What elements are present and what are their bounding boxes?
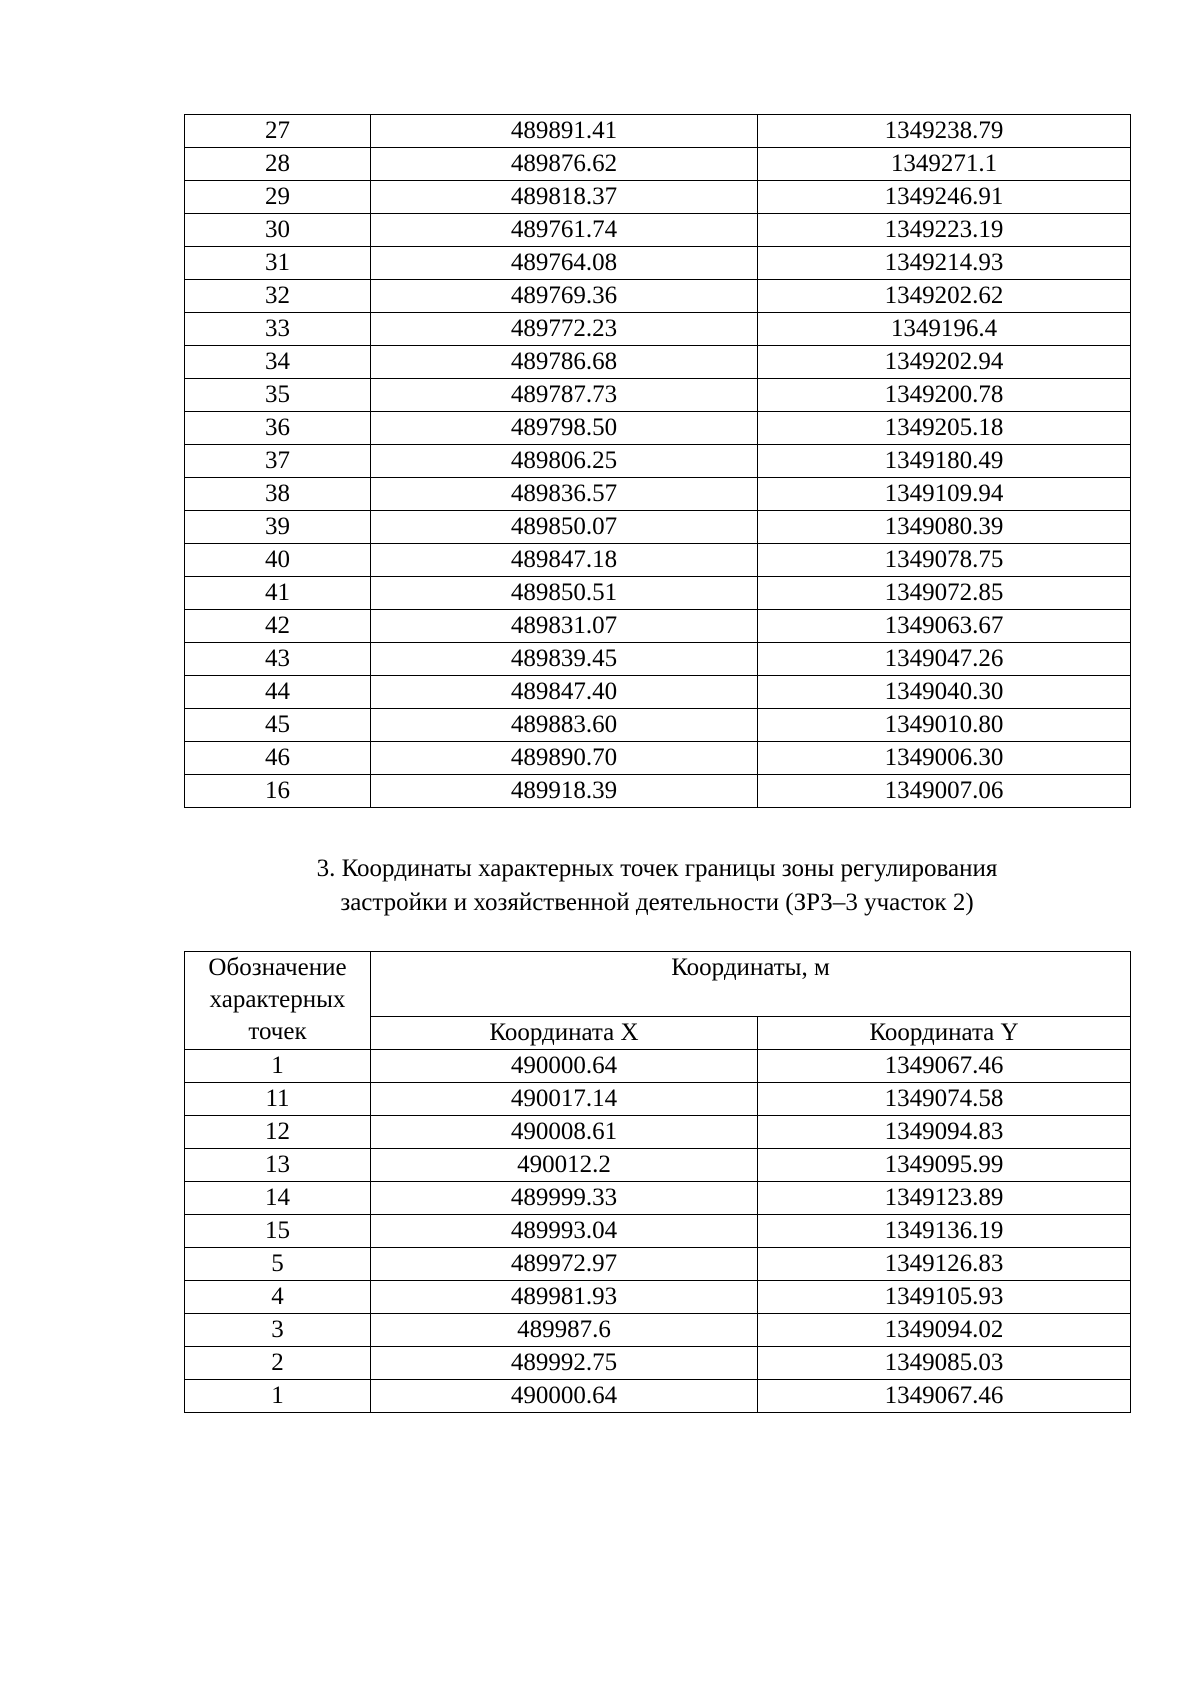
header-point-designation [185,952,371,1050]
coordinate-x-cell: 489769.36 [371,280,758,313]
table-row [185,280,1131,313]
coordinate-y-cell: 1349074.58 [758,1083,1131,1116]
point-number-cell: 40 [185,544,371,577]
point-number-cell: 2 [185,1347,371,1380]
table-row [185,1116,1131,1149]
header-point-line-1: Обозначение [208,954,347,981]
coordinates-table-header [185,952,1131,1050]
table-row [185,346,1131,379]
coordinate-y-cell: 1349072.85 [758,577,1131,610]
table-row [185,1215,1131,1248]
coordinate-y-cell: 1349136.19 [758,1215,1131,1248]
coordinate-y-cell: 1349105.93 [758,1281,1131,1314]
coordinate-x-cell: 489831.07 [371,610,758,643]
header-point-line-3: точек [248,1018,307,1045]
coordinate-x-cell: 489972.97 [371,1248,758,1281]
coordinate-x-cell: 489839.45 [371,643,758,676]
table-row [185,148,1131,181]
coordinate-x-cell: 489847.18 [371,544,758,577]
coordinate-y-cell: 1349067.46 [758,1050,1131,1083]
coordinate-x-cell: 489883.60 [371,709,758,742]
coordinate-y-cell: 1349223.19 [758,214,1131,247]
coordinate-y-cell: 1349067.46 [758,1380,1131,1413]
coordinate-x-cell: 489992.75 [371,1347,758,1380]
point-number-cell: 28 [185,148,371,181]
section-heading-line-1: 3. Координаты характерных точек границы зоны регулирования [316,855,998,882]
point-number-cell: 1 [185,1380,371,1413]
point-number-cell: 5 [185,1248,371,1281]
coordinate-y-cell: 1349202.94 [758,346,1131,379]
point-number-cell: 42 [185,610,371,643]
table-row [185,478,1131,511]
table-row [185,313,1131,346]
table-row [185,214,1131,247]
point-number-cell: 36 [185,412,371,445]
coordinate-x-cell: 489806.25 [371,445,758,478]
header-coordinates-group: Координаты, м [371,952,1131,1017]
point-number-cell: 44 [185,676,371,709]
coordinate-y-cell: 1349080.39 [758,511,1131,544]
coordinate-y-cell: 1349094.02 [758,1314,1131,1347]
point-number-cell: 39 [185,511,371,544]
coordinate-x-cell: 489764.08 [371,247,758,280]
coordinate-x-cell: 489850.07 [371,511,758,544]
coordinate-x-cell: 489836.57 [371,478,758,511]
coordinate-y-cell: 1349271.1 [758,148,1131,181]
coordinate-y-cell: 1349007.06 [758,775,1131,808]
coordinate-x-cell: 489987.6 [371,1314,758,1347]
table-row [185,610,1131,643]
point-number-cell: 45 [185,709,371,742]
section-heading-line-2: застройки и хозяйственной деятельности (ЗРЗ–3 участок 2) [340,889,974,916]
table-row [185,445,1131,478]
coordinate-x-cell: 489999.33 [371,1182,758,1215]
table-row [185,412,1131,445]
table-row [185,511,1131,544]
coordinate-x-cell: 489918.39 [371,775,758,808]
point-number-cell: 12 [185,1116,371,1149]
coordinate-y-cell: 1349123.89 [758,1182,1131,1215]
coordinate-x-cell: 490000.64 [371,1050,758,1083]
coordinate-x-cell: 489850.51 [371,577,758,610]
coordinate-y-cell: 1349078.75 [758,544,1131,577]
coordinate-x-cell: 489787.73 [371,379,758,412]
coordinate-x-cell: 490017.14 [371,1083,758,1116]
table-row [185,577,1131,610]
point-number-cell: 34 [185,346,371,379]
table-row [185,1149,1131,1182]
coordinate-x-cell: 489761.74 [371,214,758,247]
coordinate-y-cell: 1349214.93 [758,247,1131,280]
header-row-1 [185,952,1131,1017]
coordinate-x-cell: 489786.68 [371,346,758,379]
point-number-cell: 41 [185,577,371,610]
coordinate-y-cell: 1349246.91 [758,181,1131,214]
table-row [185,709,1131,742]
table-row [185,181,1131,214]
coordinate-y-cell: 1349126.83 [758,1248,1131,1281]
coordinate-y-cell: 1349047.26 [758,643,1131,676]
table-row [185,1050,1131,1083]
coordinates-table-body [185,115,1131,808]
coordinate-y-cell: 1349109.94 [758,478,1131,511]
point-number-cell: 27 [185,115,371,148]
coordinate-x-cell: 489847.40 [371,676,758,709]
coordinate-y-cell: 1349085.03 [758,1347,1131,1380]
coordinates-table-continued [184,114,1131,808]
coordinate-y-cell: 1349006.30 [758,742,1131,775]
coordinate-y-cell: 1349238.79 [758,115,1131,148]
section-heading [184,852,1130,920]
coordinate-y-cell: 1349063.67 [758,610,1131,643]
point-number-cell: 15 [185,1215,371,1248]
coordinate-x-cell: 490012.2 [371,1149,758,1182]
table-row [185,775,1131,808]
coordinate-x-cell: 489876.62 [371,148,758,181]
coordinate-y-cell: 1349180.49 [758,445,1131,478]
header-coordinate-x: Координата X [371,1017,758,1050]
coordinates-table-zrz3-plot2 [184,951,1131,1413]
table-row [185,1083,1131,1116]
table-row [185,1281,1131,1314]
table-row [185,379,1131,412]
point-number-cell: 33 [185,313,371,346]
coordinate-x-cell: 490000.64 [371,1380,758,1413]
coordinate-y-cell: 1349095.99 [758,1149,1131,1182]
table-row [185,1314,1131,1347]
point-number-cell: 37 [185,445,371,478]
table-row [185,742,1131,775]
table-row [185,676,1131,709]
table-row [185,247,1131,280]
coordinate-y-cell: 1349205.18 [758,412,1131,445]
point-number-cell: 32 [185,280,371,313]
coordinate-x-cell: 489993.04 [371,1215,758,1248]
coordinate-x-cell: 489891.41 [371,115,758,148]
coordinate-x-cell: 490008.61 [371,1116,758,1149]
point-number-cell: 4 [185,1281,371,1314]
point-number-cell: 30 [185,214,371,247]
point-number-cell: 43 [185,643,371,676]
coordinate-x-cell: 489981.93 [371,1281,758,1314]
coordinate-y-cell: 1349200.78 [758,379,1131,412]
coordinate-x-cell: 489890.70 [371,742,758,775]
coordinate-y-cell: 1349010.80 [758,709,1131,742]
table-row [185,1248,1131,1281]
point-number-cell: 31 [185,247,371,280]
point-number-cell: 11 [185,1083,371,1116]
table-row [185,643,1131,676]
table-row [185,1347,1131,1380]
point-number-cell: 35 [185,379,371,412]
coordinate-x-cell: 489772.23 [371,313,758,346]
point-number-cell: 13 [185,1149,371,1182]
coordinate-x-cell: 489798.50 [371,412,758,445]
table-row [185,1380,1131,1413]
coordinate-y-cell: 1349094.83 [758,1116,1131,1149]
coordinate-y-cell: 1349040.30 [758,676,1131,709]
point-number-cell: 38 [185,478,371,511]
coordinates-table-body [185,1050,1131,1413]
header-coordinate-y: Координата Y [758,1017,1131,1050]
point-number-cell: 3 [185,1314,371,1347]
table-row [185,1182,1131,1215]
table-row [185,115,1131,148]
header-point-line-2: характерных [209,986,346,1013]
point-number-cell: 1 [185,1050,371,1083]
point-number-cell: 46 [185,742,371,775]
table-row [185,544,1131,577]
coordinate-x-cell: 489818.37 [371,181,758,214]
coordinate-y-cell: 1349196.4 [758,313,1131,346]
point-number-cell: 16 [185,775,371,808]
point-number-cell: 14 [185,1182,371,1215]
coordinate-y-cell: 1349202.62 [758,280,1131,313]
point-number-cell: 29 [185,181,371,214]
